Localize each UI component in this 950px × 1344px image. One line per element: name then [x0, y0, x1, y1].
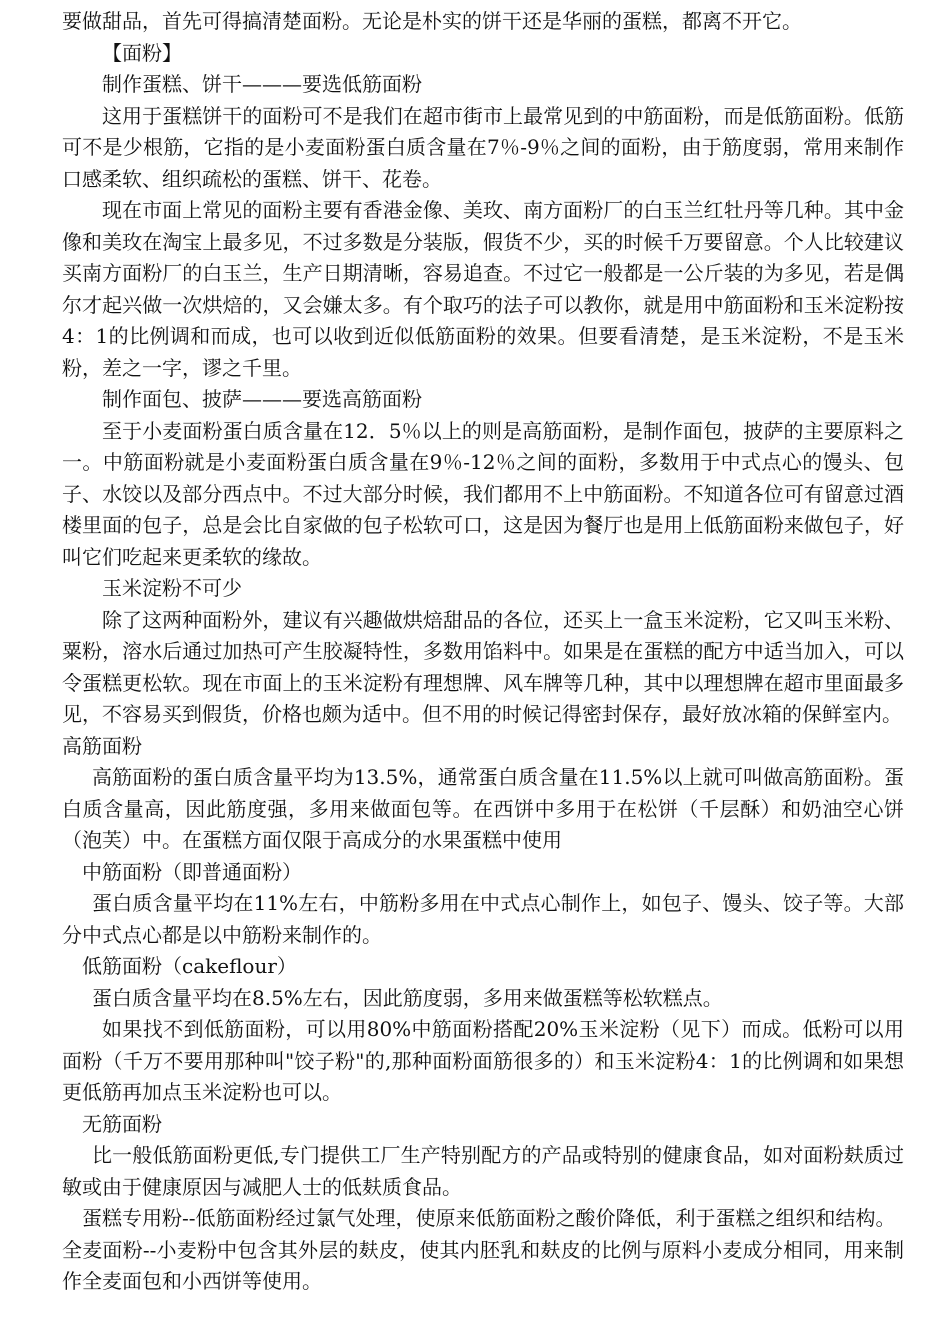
paragraph-low-gluten: 这用于蛋糕饼干的面粉可不是我们在超市街市上最常见到的中筋面粉，而是低筋面粉。低筋可不是少根筋，它指的是小麦面粉蛋白质含量在7％-9％之间的面粉，由于筋度弱，常用来制作口感柔软、组织疏松的蛋糕、饼干、花卷。: [62, 103, 904, 191]
paragraph-medium-gluten-flour: 蛋白质含量平均在11%左右，中筋粉多用在中式点心制作上，如包子、馒头、饺子等。大部分中式点心都是以中筋粉来制作的。: [62, 891, 904, 947]
subheading-corn-starch: 玉米淀粉不可少: [102, 576, 242, 600]
section-heading-flour: 【面粉】: [102, 40, 182, 65]
paragraph-whole-wheat-flour: 全麦面粉--小麦粉中包含其外层的麸皮，使其内胚乳和麸皮的比例与原料小麦成分相同，用来制作全麦面包和小西饼等使用。: [62, 1237, 904, 1293]
paragraph-corn-starch: 除了这两种面粉外，建议有兴趣做烘焙甜品的各位，还买上一盒玉米淀粉，它又叫玉米粉、粟粉，溶水后通过加热可产生胶凝特性，多数用馅料中。如果是在蛋糕的配方中适当加入，可以令蛋糕更松软。现在市面上的玉米淀粉有理想牌、风车牌等几种，其中以理想牌在超市里面最多见，不容易买到假货，价格也颇为适中。但不用的时候记得密封保存，最好放冰箱的保鲜室内。: [62, 607, 904, 726]
heading-high-gluten-flour: 高筋面粉: [62, 733, 142, 758]
paragraph-cake-flour-substitute: 如果找不到低筋面粉，可以用80%中筋面粉搭配20%玉米淀粉（见下）而成。低粉可以用面粉（千万不要用那种叫"饺子粉"的,那种面粉面筋很多的）和玉米淀粉4：1的比例调和如果想更低筋再加点玉米淀粉也可以。: [62, 1017, 904, 1104]
paragraph-high-gluten: 至于小麦面粉蛋白质含量在12．5％以上的则是高筋面粉，是制作面包，披萨的主要原料之一。中筋面粉就是小麦面粉蛋白质含量在9％-12％之间的面粉，多数用于中式点心的馒头、包子、水饺以及部分西点中。不过大部分时候，我们都用不上中筋面粉。不知道各位可有留意过酒楼里面的包子，总是会比自家做的包子松软可口，这是因为餐厅也是用上低筋面粉来做包子，好叫它们吃起来更柔软的缘故。: [62, 418, 904, 569]
subheading-cake-biscuit: 制作蛋糕、饼干———要选低筋面粉: [102, 72, 422, 96]
paragraph-cake-special-flour: 蛋糕专用粉--低筋面粉经过氯气处理，使原来低筋面粉之酸价降低，利于蛋糕之组织和结构。: [82, 1206, 896, 1230]
paragraph-high-gluten-flour: 高筋面粉的蛋白质含量平均为13.5%，通常蛋白质含量在11.5%以上就可叫做高筋面粉。蛋白质含量高，因此筋度强，多用来做面包等。在西饼中多用于在松饼（千层酥）和奶油空心饼（泡芙）中。在蛋糕方面仅限于高成分的水果蛋糕中使用: [62, 765, 904, 852]
heading-medium-gluten-flour: 中筋面粉（即普通面粉）: [82, 859, 302, 884]
heading-cake-flour: 低筋面粉（cakeflour）: [82, 954, 297, 978]
heading-gluten-free-flour: 无筋面粉: [82, 1111, 162, 1136]
paragraph-gluten-free-flour: 比一般低筋面粉更低,专门提供工厂生产特别配方的产品或特别的健康食品，如对面粉麸质过敏或由于健康原因与减肥人士的低麸质食品。: [62, 1143, 904, 1199]
paragraph-market-flours: 现在市面上常见的面粉主要有香港金像、美玫、南方面粉厂的白玉兰红牡丹等几种。其中金像和美玫在淘宝上最多见，不过多数是分装版，假货不少，买的时候千万要留意。个人比较建议买南方面粉厂的白玉兰，生产日期清晰，容易追查。不过它一般都是一公斤装的为多见，若是偶尔才起兴做一次烘焙的，又会嫌太多。有个取巧的法子可以教你，就是用中筋面粉和玉米淀粉按4：1的比例调和而成，也可以收到近似低筋面粉的效果。但要看清楚，是玉米淀粉，不是玉米粉，差之一字，谬之千里。: [62, 198, 904, 380]
subheading-bread-pizza: 制作面包、披萨———要选高筋面粉: [102, 387, 422, 411]
intro-paragraph: 要做甜品，首先可得搞清楚面粉。无论是朴实的饼干还是华丽的蛋糕，都离不开它。: [62, 9, 802, 33]
paragraph-cake-flour: 蛋白质含量平均在8.5%左右，因此筋度弱，多用来做蛋糕等松软糕点。: [92, 985, 723, 1010]
